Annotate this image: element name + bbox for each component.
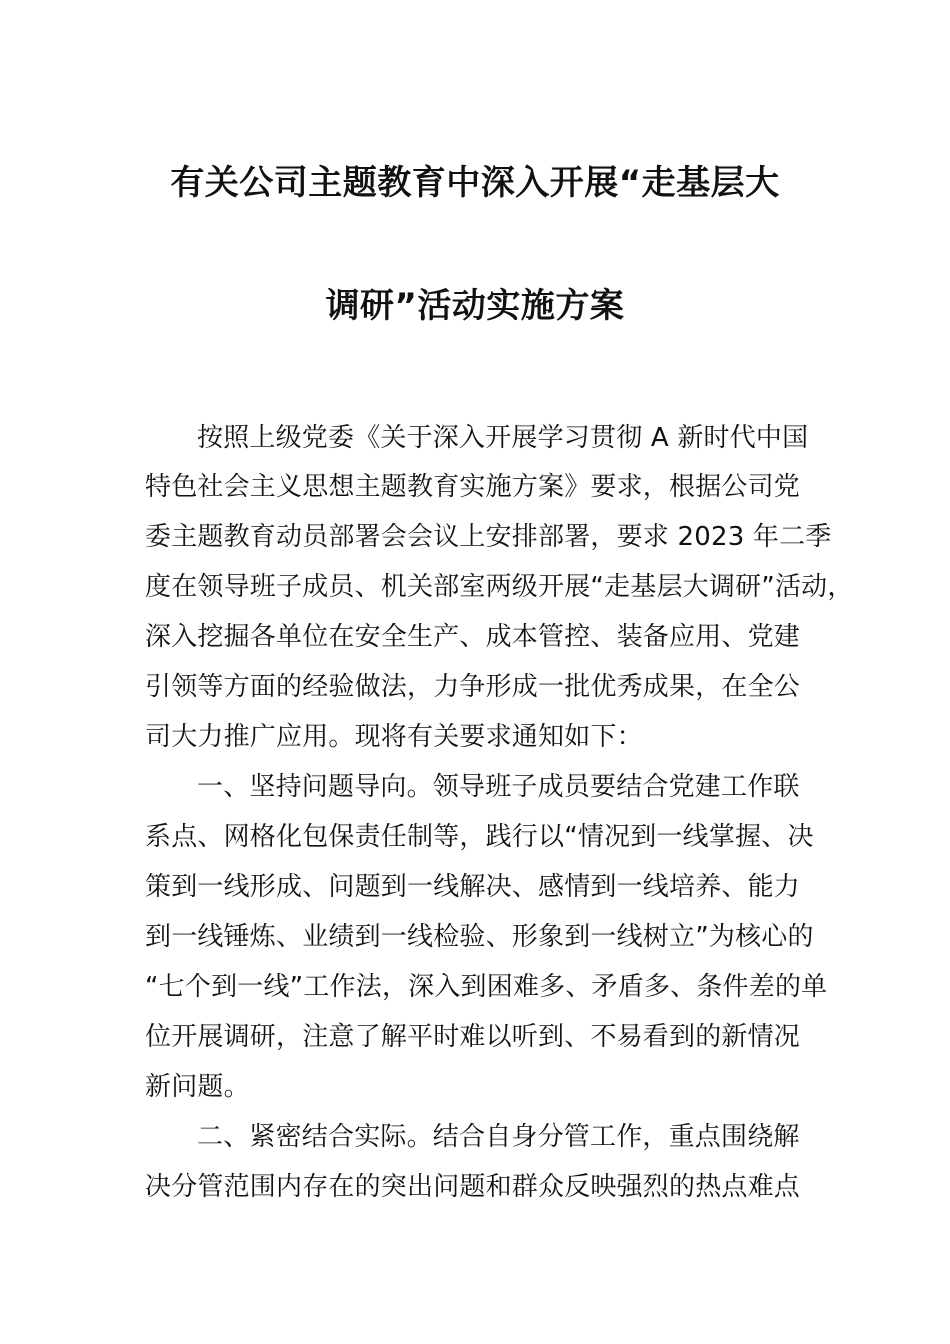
body-line-12: “七个到一线”工作法，深入到困难多、矛盾多、条件差的单 xyxy=(145,972,828,1002)
body-line-13: 位开展调研，注意了解平时难以听到、不易看到的新情况 xyxy=(145,1022,801,1052)
document-title-line-1: 有关公司主题教育中深入开展“走基层大 xyxy=(170,163,780,203)
body-line-16: 决分管范围内存在的突出问题和群众反映强烈的热点难点 xyxy=(145,1172,801,1202)
body-line-5: 深入挖掘各单位在安全生产、成本管控、装备应用、党建 xyxy=(145,622,801,652)
body-line-3: 委主题教育动员部署会会议上安排部署，要求 2023 年二季 xyxy=(145,522,832,552)
document-title-line-2: 调研”活动实施方案 xyxy=(325,286,625,326)
body-line-4: 度在领导班子成员、机关部室两级开展“走基层大调研”活动， xyxy=(145,572,854,602)
body-line-1: 按照上级党委《关于深入开展学习贯彻 A 新时代中国 xyxy=(197,423,809,453)
body-line-7: 司大力推广应用。现将有关要求通知如下： xyxy=(145,722,643,752)
body-line-11: 到一线锤炼、业绩到一线检验、形象到一线树立”为核心的 xyxy=(145,922,814,952)
body-line-14: 新问题。 xyxy=(145,1072,250,1102)
body-line-9: 系点、网格化包保责任制等，践行以“情况到一线掌握、决 xyxy=(145,822,814,852)
body-line-6: 引领等方面的经验做法，力争形成一批优秀成果，在全公 xyxy=(145,672,801,702)
body-line-15: 二、紧密结合实际。结合自身分管工作，重点围绕解 xyxy=(197,1122,800,1152)
body-line-8: 一、坚持问题导向。领导班子成员要结合党建工作联 xyxy=(197,772,800,802)
body-line-10: 策到一线形成、问题到一线解决、感情到一线培养、能力 xyxy=(145,872,801,902)
body-line-2: 特色社会主义思想主题教育实施方案》要求，根据公司党 xyxy=(145,472,801,502)
